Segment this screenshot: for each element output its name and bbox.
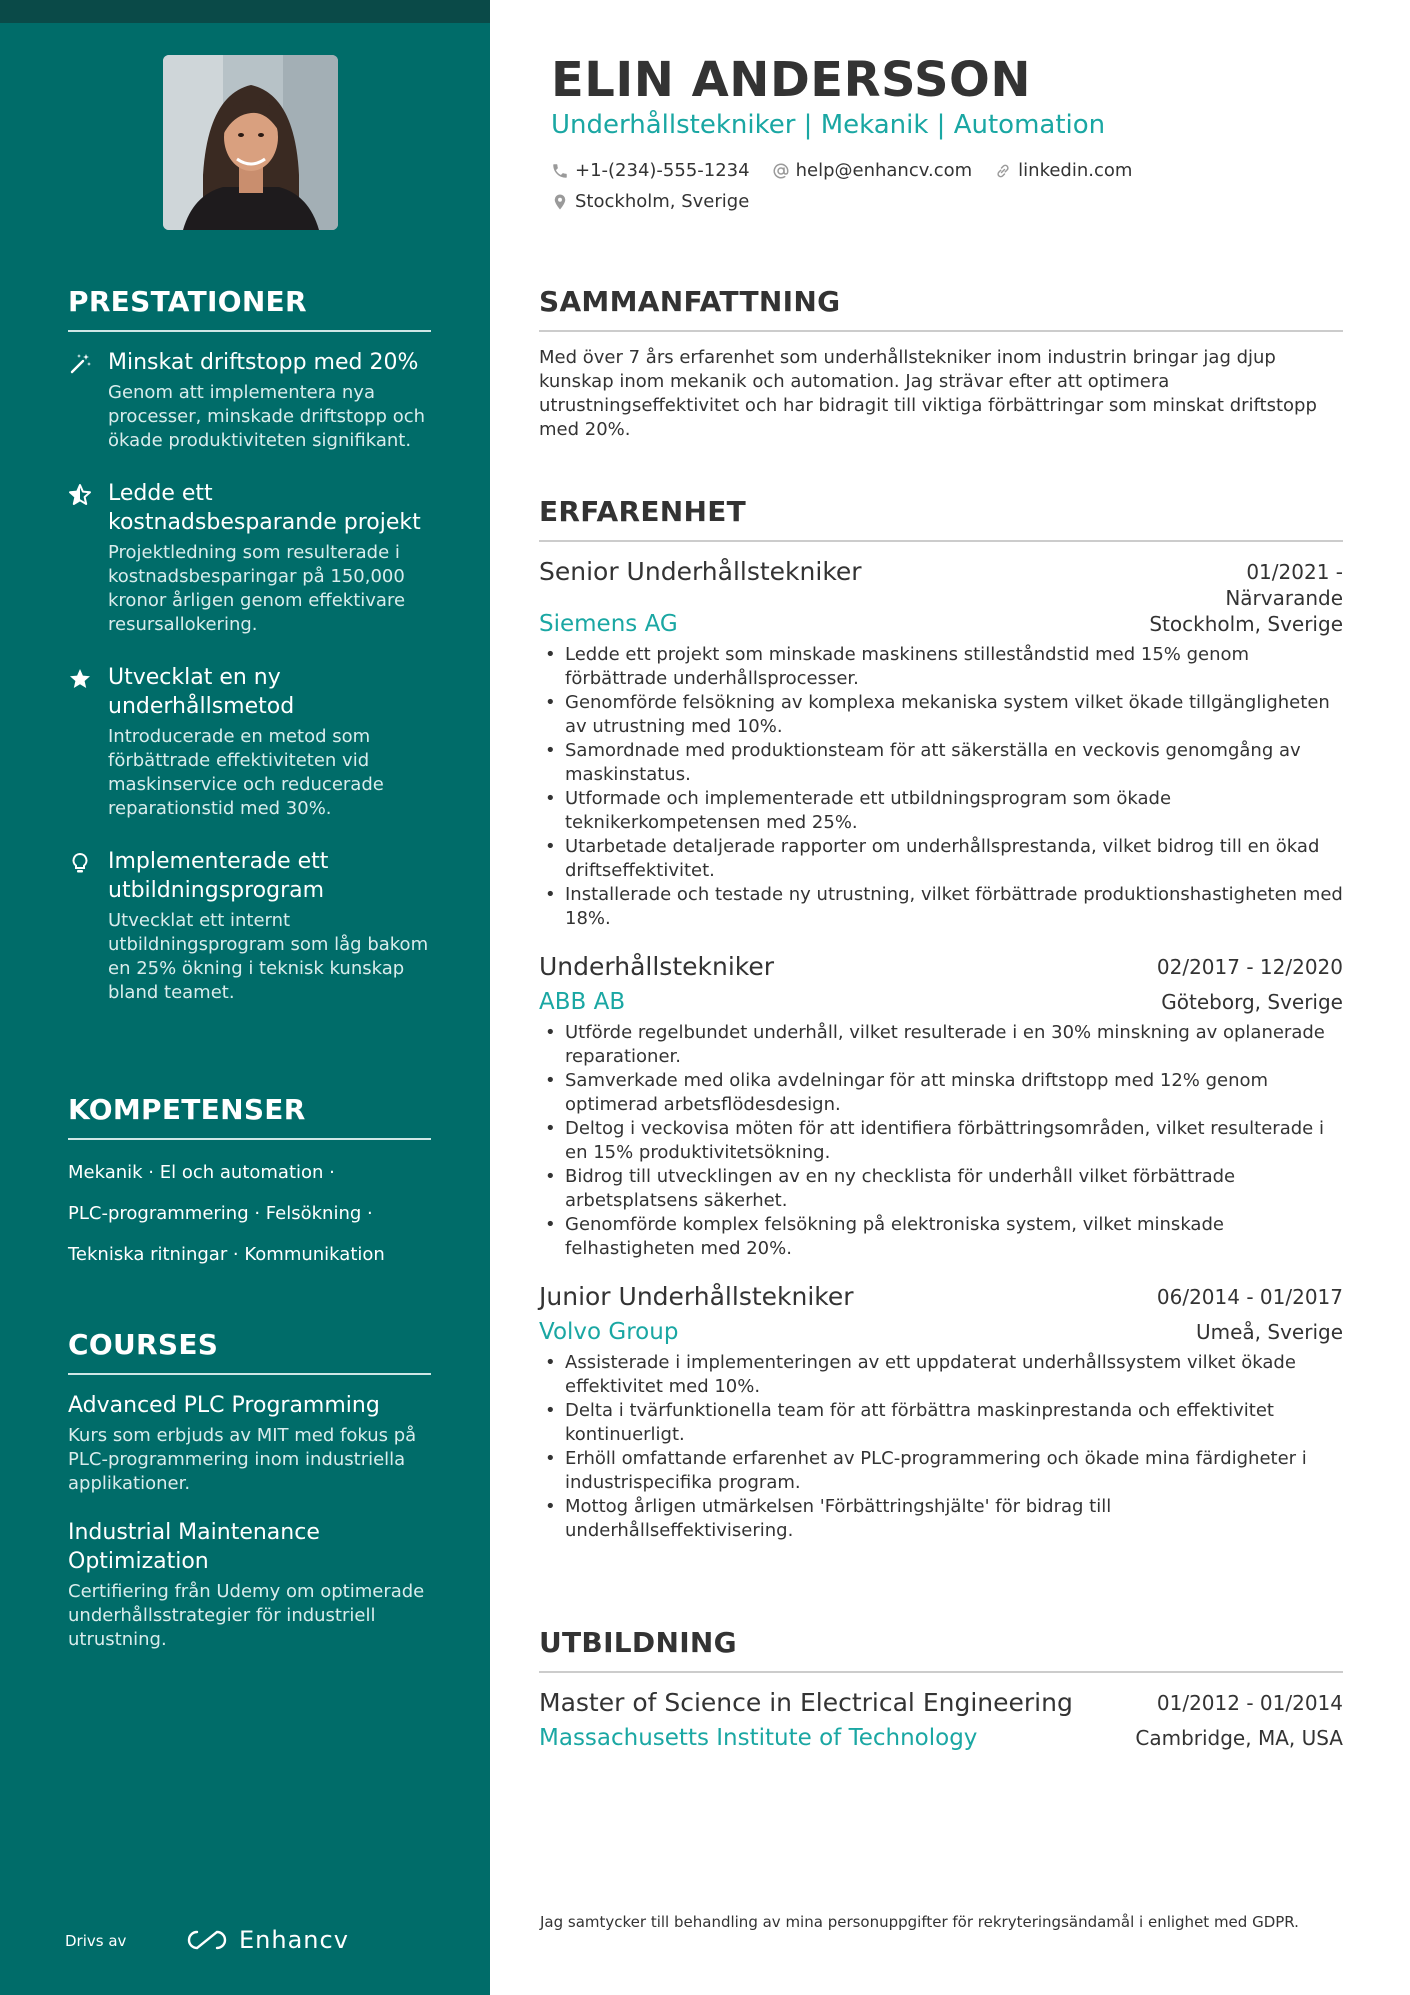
contact-phone[interactable] [551,160,750,181]
job-title: Senior Underhållstekniker [539,557,862,586]
achievement-title: Implementerade ett utbildningsprogram [108,849,329,903]
gdpr-consent: Jag samtycker till behandling av mina personuppgifter för rekryteringsändamål i enlighet med GDPR. [540,1913,1299,1931]
achievement-desc: Introducerade en metod som förbättrade effektiviteten vid maskinservice och reducerade reparationstid med 30%. [108,726,384,819]
job-entry [539,951,1343,1261]
course-title: Industrial Maintenance Optimization [68,1520,320,1574]
list-item: • Erhöll omfattande erfarenhet av PLC-programmering och ökade mina färdigheter i industrispecifika program. [543,1447,1343,1495]
achievement-item [68,663,431,821]
job-entry [539,1281,1343,1543]
at-icon [772,162,790,180]
list-item: • Utarbetade detaljerade rapporter om underhållsprestanda, vilket bidrog till en ökad driftseffektivitet. [543,835,1343,883]
education-heading: UTBILDNING [539,1626,1343,1673]
experience-heading: ERFARENHET [539,495,1343,542]
linkedin-text: linkedin.com [1018,160,1133,181]
achievement-item [68,847,431,1005]
list-item: • Samordnade med produktionsteam för att säkerställa en veckovis genomgång av maskinstatus. [543,739,1343,787]
contact-linkedin[interactable] [994,160,1132,181]
skills-heading: KOMPETENSER [68,1093,431,1140]
achievement-desc: Utvecklat ett internt utbildningsprogram som låg bakom en 25% ökning i teknisk kunskap bland teamet. [108,910,429,1003]
achievement-title: Minskat driftstopp med 20% [108,350,419,375]
job-date-end: Närvarande [1225,586,1343,610]
company-name: Siemens AG [539,611,678,637]
powered-by-label: Drivs av [65,1932,127,1950]
contact-email[interactable] [772,160,973,181]
star-half-icon [68,483,92,507]
brand-logo[interactable] [185,1926,349,1954]
course-desc: Certifiering från Udemy om optimerade underhållsstrategier för industriell utrustning. [68,1581,425,1650]
email-text: help@enhancv.com [795,160,973,181]
phone-icon [551,162,569,180]
list-item: • Delta i tvärfunktionella team för att förbättra maskinprestanda och effektivitet kontinuerligt. [543,1399,1343,1447]
achievements-heading: PRESTATIONER [68,285,431,332]
list-item: • Genomförde komplex felsökning på elektroniska system, vilket minskade felhastigheten med 20%. [543,1213,1343,1261]
education-entry [539,1687,1343,1751]
summary-text: Med över 7 års erfarenhet som underhållstekniker inom industrin bringar jag djup kunskap inom mekanik och automation. Jag strävar efter att optimera utrustningseffektivitet och har bidragit till viktiga förbättringar som minskat driftstopp med 20%. [539,347,1317,440]
profile-photo [163,55,338,230]
list-item: • Utformade och implementerade ett utbildningsprogram som ökade teknikerkompetensen med 25%. [543,787,1343,835]
course-item [68,1391,431,1496]
achievement-title: Ledde ett kostnadsbesparande projekt [108,481,421,535]
company-name: Volvo Group [539,1319,679,1345]
courses-section [68,1328,431,1674]
job-date-start: 01/2021 - [1246,560,1343,584]
achievement-title: Utvecklat en ny underhållsmetod [108,665,295,719]
sidebar [0,0,490,1995]
achievement-item [68,348,431,453]
achievement-desc: Genom att implementera nya processer, minskade driftstopp och ökade produktiviteten signifikant. [108,382,426,451]
experience-section [539,495,1343,1543]
location-text: Stockholm, Sverige [575,191,750,212]
list-item: • Genomförde felsökning av komplexa mekaniska system vilket ökade tillgängligheten av utrustning med 10%. [543,691,1343,739]
job-date: 02/2017 - 12/2020 [1156,955,1343,979]
skill-line: Tekniska ritningar · Kommunikation [68,1244,385,1265]
list-item: • Deltog i veckovisa möten för att identifiera förbättringsområden, vilket resulterade i en 15% produktivitetsökning. [543,1117,1343,1165]
job-location: Umeå, Sverige [1195,1320,1343,1344]
job-location: Stockholm, Sverige [1149,612,1343,636]
skills-section [68,1093,431,1275]
magic-wand-icon [68,352,92,376]
contact-location [551,191,749,212]
link-icon [994,162,1012,180]
education-location: Cambridge, MA, USA [1135,1726,1343,1750]
list-item: • Utförde regelbundet underhåll, vilket resulterade i en 30% minskning av oplanerade reparationer. [543,1021,1343,1069]
phone-text: +1-(234)-555-1234 [575,160,750,181]
summary-section [539,285,1343,442]
skill-line: Mekanik · El och automation · [68,1162,335,1183]
degree-title: Master of Science in Electrical Engineering [539,1688,1073,1717]
courses-heading: COURSES [68,1328,431,1375]
education-section [539,1626,1343,1751]
list-item: • Assisterade i implementeringen av ett uppdaterat underhållssystem vilket ökade effektivitet med 10%. [543,1351,1343,1399]
location-pin-icon [551,193,569,211]
summary-heading: SAMMANFATTNING [539,285,1343,332]
course-item [68,1518,431,1652]
job-date: 06/2014 - 01/2017 [1156,1285,1343,1309]
star-icon [68,667,92,691]
list-item: • Mottog årligen utmärkelsen 'Förbättringshjälte' för bidrag till underhållseffektivisering. [543,1495,1343,1543]
company-name: ABB AB [539,989,626,1015]
candidate-name: ELIN ANDERSSON [551,52,1031,108]
job-date [1225,556,1343,611]
brand-name: Enhancv [239,1926,349,1954]
job-location: Göteborg, Sverige [1161,990,1343,1014]
list-item: • Installerade och testade ny utrustning, vilket förbättrade produktionshastigheten med 18%. [543,883,1343,931]
job-entry [539,556,1343,931]
contact-info [551,160,1331,222]
job-title: Junior Underhållstekniker [539,1282,854,1311]
candidate-title: Underhållstekniker | Mekanik | Automation [551,110,1106,140]
sidebar-top-bar [0,0,490,23]
list-item: • Bidrog till utvecklingen av en ny checklista för underhåll vilket förbättrade arbetsplatsens säkerhet. [543,1165,1343,1213]
education-date: 01/2012 - 01/2014 [1156,1691,1343,1715]
job-bullets [539,1351,1343,1543]
course-title: Advanced PLC Programming [68,1393,380,1418]
list-item: • Samverkade med olika avdelningar för att minska driftstopp med 12% genom optimerad arbetsflödesdesign. [543,1069,1343,1117]
enhancv-logo-icon [185,1928,229,1952]
course-desc: Kurs som erbjuds av MIT med fokus på PLC-programmering inom industriella applikationer. [68,1425,417,1494]
lightbulb-icon [68,851,92,875]
job-bullets [539,643,1343,931]
list-item: • Ledde ett projekt som minskade maskinens stilleståndstid med 15% genom förbättrade underhållsprocesser. [543,643,1343,691]
achievements-section [68,285,431,1031]
achievement-desc: Projektledning som resulterade i kostnadsbesparingar på 150,000 kronor årligen genom effektivare resursallokering. [108,542,406,635]
school-name: Massachusetts Institute of Technology [539,1725,978,1751]
skill-line: PLC-programmering · Felsökning · [68,1203,373,1224]
job-title: Underhållstekniker [539,952,775,981]
job-bullets [539,1021,1343,1261]
achievement-item [68,479,431,637]
